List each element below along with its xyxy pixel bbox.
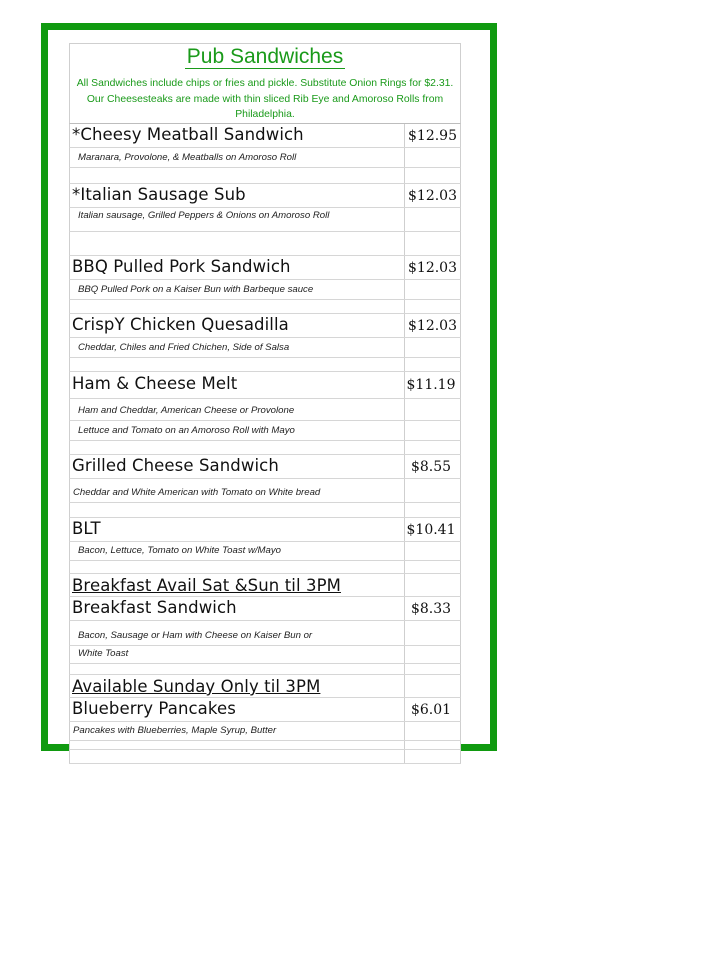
item-price: $10.41 bbox=[406, 522, 456, 538]
item-price: $12.03 bbox=[408, 260, 457, 276]
title-row bbox=[69, 44, 461, 74]
note-row bbox=[69, 74, 461, 124]
item-price: $12.03 bbox=[408, 318, 457, 334]
item-price: $8.55 bbox=[410, 459, 452, 475]
item-row bbox=[69, 256, 461, 280]
item-name: Grilled Cheese Sandwich bbox=[72, 456, 279, 475]
item-price: $11.19 bbox=[406, 377, 456, 393]
item-name: *Cheesy Meatball Sandwich bbox=[72, 125, 304, 144]
item-price: $12.95 bbox=[408, 128, 457, 144]
spacer-row bbox=[69, 503, 461, 518]
spacer-row bbox=[69, 664, 461, 675]
section-row bbox=[69, 574, 461, 597]
section-row bbox=[69, 675, 461, 698]
section-heading: Available Sunday Only til 3PM bbox=[72, 677, 321, 696]
item-name: *Italian Sausage Sub bbox=[72, 185, 246, 204]
item-name: CrispY Chicken Quesadilla bbox=[72, 315, 289, 334]
item-desc-row bbox=[69, 722, 461, 741]
item-price: $12.03 bbox=[408, 188, 457, 204]
menu-note: All Sandwiches include chips or fries and pickle. Substitute Onion Rings for $2.31. Our Cheesesteaks are made with thin sliced Rib Eye and Amoroso Rolls from Philadelphia. bbox=[76, 78, 454, 120]
item-description: BBQ Pulled Pork on a Kaiser Bun with Barbeque sauce bbox=[78, 284, 314, 295]
item-description: Lettuce and Tomato on an Amoroso Roll with Mayo bbox=[78, 425, 295, 436]
spacer-row bbox=[69, 561, 461, 574]
spacer-row bbox=[69, 300, 461, 314]
item-name: BLT bbox=[72, 519, 101, 538]
spacer-row bbox=[69, 168, 461, 184]
item-description: Pancakes with Blueberries, Maple Syrup, Butter bbox=[73, 725, 277, 736]
item-price: $8.33 bbox=[410, 601, 452, 617]
item-name: Breakfast Sandwich bbox=[72, 598, 237, 617]
item-row bbox=[69, 597, 461, 621]
spacer-row bbox=[69, 358, 461, 372]
item-desc-row bbox=[69, 280, 461, 300]
item-description: Italian sausage, Grilled Peppers & Onions on Amoroso Roll bbox=[78, 210, 330, 221]
item-desc-row bbox=[69, 338, 461, 358]
item-description: Bacon, Lettuce, Tomato on White Toast w/Mayo bbox=[78, 545, 281, 556]
item-desc-row bbox=[69, 421, 461, 441]
item-description: Ham and Cheddar, American Cheese or Provolone bbox=[78, 405, 295, 416]
item-price: $6.01 bbox=[410, 702, 452, 718]
item-name: Ham & Cheese Melt bbox=[72, 374, 238, 393]
item-description: Cheddar and White American with Tomato on White bread bbox=[73, 487, 321, 498]
item-desc-row bbox=[69, 646, 461, 664]
item-row bbox=[69, 372, 461, 399]
item-row bbox=[69, 698, 461, 722]
item-row bbox=[69, 124, 461, 148]
item-description: Bacon, Sausage or Ham with Cheese on Kaiser Bun or bbox=[78, 630, 313, 641]
item-row bbox=[69, 184, 461, 208]
spacer-row bbox=[69, 741, 461, 750]
spacer-row bbox=[69, 750, 461, 764]
item-desc-row bbox=[69, 208, 461, 232]
item-row bbox=[69, 455, 461, 479]
item-description: White Toast bbox=[78, 648, 129, 659]
section-heading: Breakfast Avail Sat &Sun til 3PM bbox=[72, 576, 341, 595]
item-name: BBQ Pulled Pork Sandwich bbox=[72, 257, 291, 276]
item-desc-row bbox=[69, 148, 461, 168]
item-desc-row bbox=[69, 621, 461, 646]
item-row bbox=[69, 518, 461, 542]
menu-title: Pub Sandwiches bbox=[186, 45, 344, 68]
item-description: Maranara, Provolone, & Meatballs on Amoroso Roll bbox=[78, 152, 297, 163]
item-name: Blueberry Pancakes bbox=[72, 699, 236, 718]
item-row bbox=[69, 314, 461, 338]
item-desc-row bbox=[69, 479, 461, 503]
spacer-row bbox=[69, 232, 461, 256]
item-desc-row bbox=[69, 542, 461, 561]
item-desc-row bbox=[69, 399, 461, 421]
item-description: Cheddar, Chiles and Fried Chichen, Side of Salsa bbox=[78, 342, 290, 353]
menu-sheet bbox=[69, 43, 461, 764]
spacer-row bbox=[69, 441, 461, 455]
